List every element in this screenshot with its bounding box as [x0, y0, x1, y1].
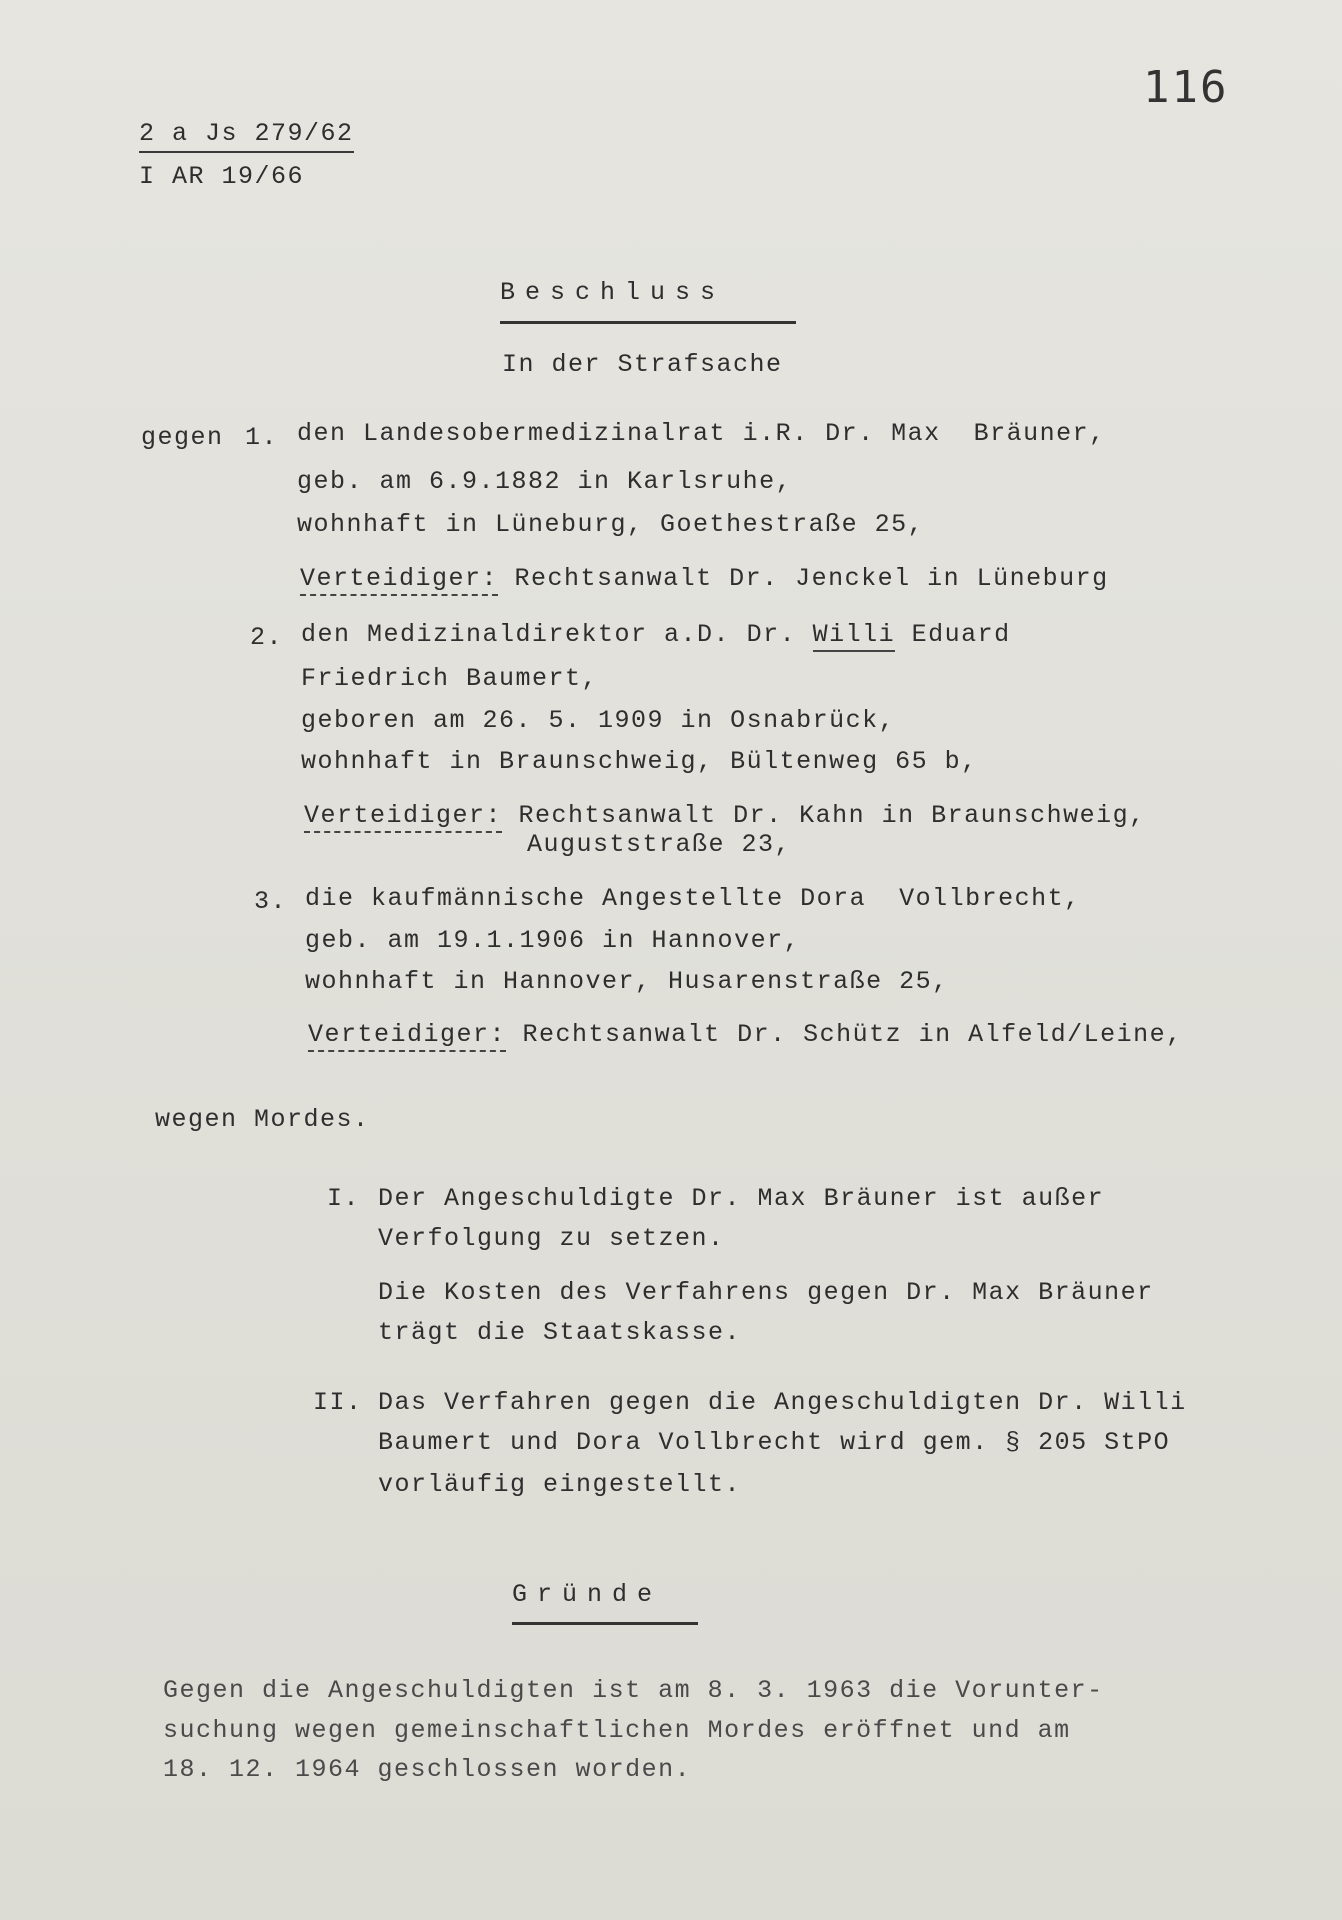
decision-2-line-2: Baumert und Dora Vollbrecht wird gem. § 205 StPO: [378, 1428, 1171, 1457]
accused-3-index: 3.: [254, 887, 288, 916]
charge: wegen Mordes.: [155, 1105, 370, 1134]
reasons-title: Gründe: [512, 1580, 663, 1609]
accused-3-line-2: geb. am 19.1.1906 in Hannover,: [305, 926, 801, 955]
decision-2-numeral: II.: [313, 1388, 363, 1417]
accused-2-line-4: wohnhaft in Braunschweig, Bültenweg 65 b,: [301, 747, 978, 776]
reasons-line-3: 18. 12. 1964 geschlossen worden.: [163, 1755, 692, 1784]
defender-label: Verteidiger:: [300, 564, 498, 596]
decision-1-costs-line-2: trägt die Staatskasse.: [378, 1318, 742, 1347]
accused-3-line-3: wohnhaft in Hannover, Husarenstraße 25,: [305, 967, 949, 996]
accused-3-line-1: die kaufmännische Angestellte Dora Vollbrecht,: [305, 884, 1081, 913]
accused-3-defender: [308, 1020, 1183, 1050]
decision-1-costs-line-1: Die Kosten des Verfahrens gegen Dr. Max Bräuner: [378, 1278, 1154, 1307]
decision-1-numeral: I.: [327, 1184, 361, 1213]
reasons-line-2: suchung wegen gemeinschaftlichen Mordes eröffnet und am: [163, 1716, 1071, 1745]
accused-2-line-1-post: Eduard: [895, 620, 1011, 649]
accused-1-line-2: geb. am 6.9.1882 in Karlsruhe,: [297, 467, 793, 496]
document-subtitle: In der Strafsache: [502, 350, 783, 379]
accused-2-defender: [304, 801, 1146, 831]
gegen-label: gegen: [141, 423, 224, 452]
defender-label: Verteidiger:: [308, 1020, 506, 1052]
decision-2-line-1: Das Verfahren gegen die Angeschuldigten Dr. Willi: [378, 1388, 1187, 1417]
document-title: Beschluss: [500, 278, 726, 307]
decision-1-line-1: Der Angeschuldigte Dr. Max Bräuner ist außer: [378, 1184, 1105, 1213]
file-reference-2: I AR 19/66: [139, 162, 305, 191]
title-underline: [500, 321, 796, 324]
reasons-line-1: Gegen die Angeschuldigten ist am 8. 3. 1963 die Vorunter-: [163, 1676, 1104, 1705]
accused-1-index: 1.: [245, 423, 279, 452]
decision-1-line-2: Verfolgung zu setzen.: [378, 1224, 725, 1253]
page-number: 116: [1143, 62, 1229, 113]
accused-1-defender: [300, 564, 1109, 594]
defender-text: Rechtsanwalt Dr. Schütz in Alfeld/Leine,: [522, 1020, 1183, 1049]
accused-1-line-1: den Landesobermedizinalrat i.R. Dr. Max Bräuner,: [297, 419, 1106, 448]
defender-text: Rechtsanwalt Dr. Jenckel in Lüneburg: [514, 564, 1109, 593]
accused-2-first-name: Willi: [813, 620, 896, 652]
file-reference-1: 2 a Js 279/62: [139, 119, 354, 153]
defender-text: Rechtsanwalt Dr. Kahn in Braunschweig,: [518, 801, 1146, 830]
accused-2-line-3: geboren am 26. 5. 1909 in Osnabrück,: [301, 706, 896, 735]
accused-2-index: 2.: [250, 623, 284, 652]
decision-2-line-3: vorläufig eingestellt.: [378, 1470, 742, 1499]
accused-2-line-1-pre: den Medizinaldirektor a.D. Dr.: [301, 620, 813, 649]
accused-1-line-3: wohnhaft in Lüneburg, Goethestraße 25,: [297, 510, 925, 539]
accused-2-line-2: Friedrich Baumert,: [301, 664, 599, 693]
reasons-title-underline: [512, 1622, 698, 1625]
defender-label: Verteidiger:: [304, 801, 502, 833]
accused-2-line-1: [301, 620, 1011, 650]
accused-2-defender-address: Auguststraße 23,: [527, 830, 792, 859]
